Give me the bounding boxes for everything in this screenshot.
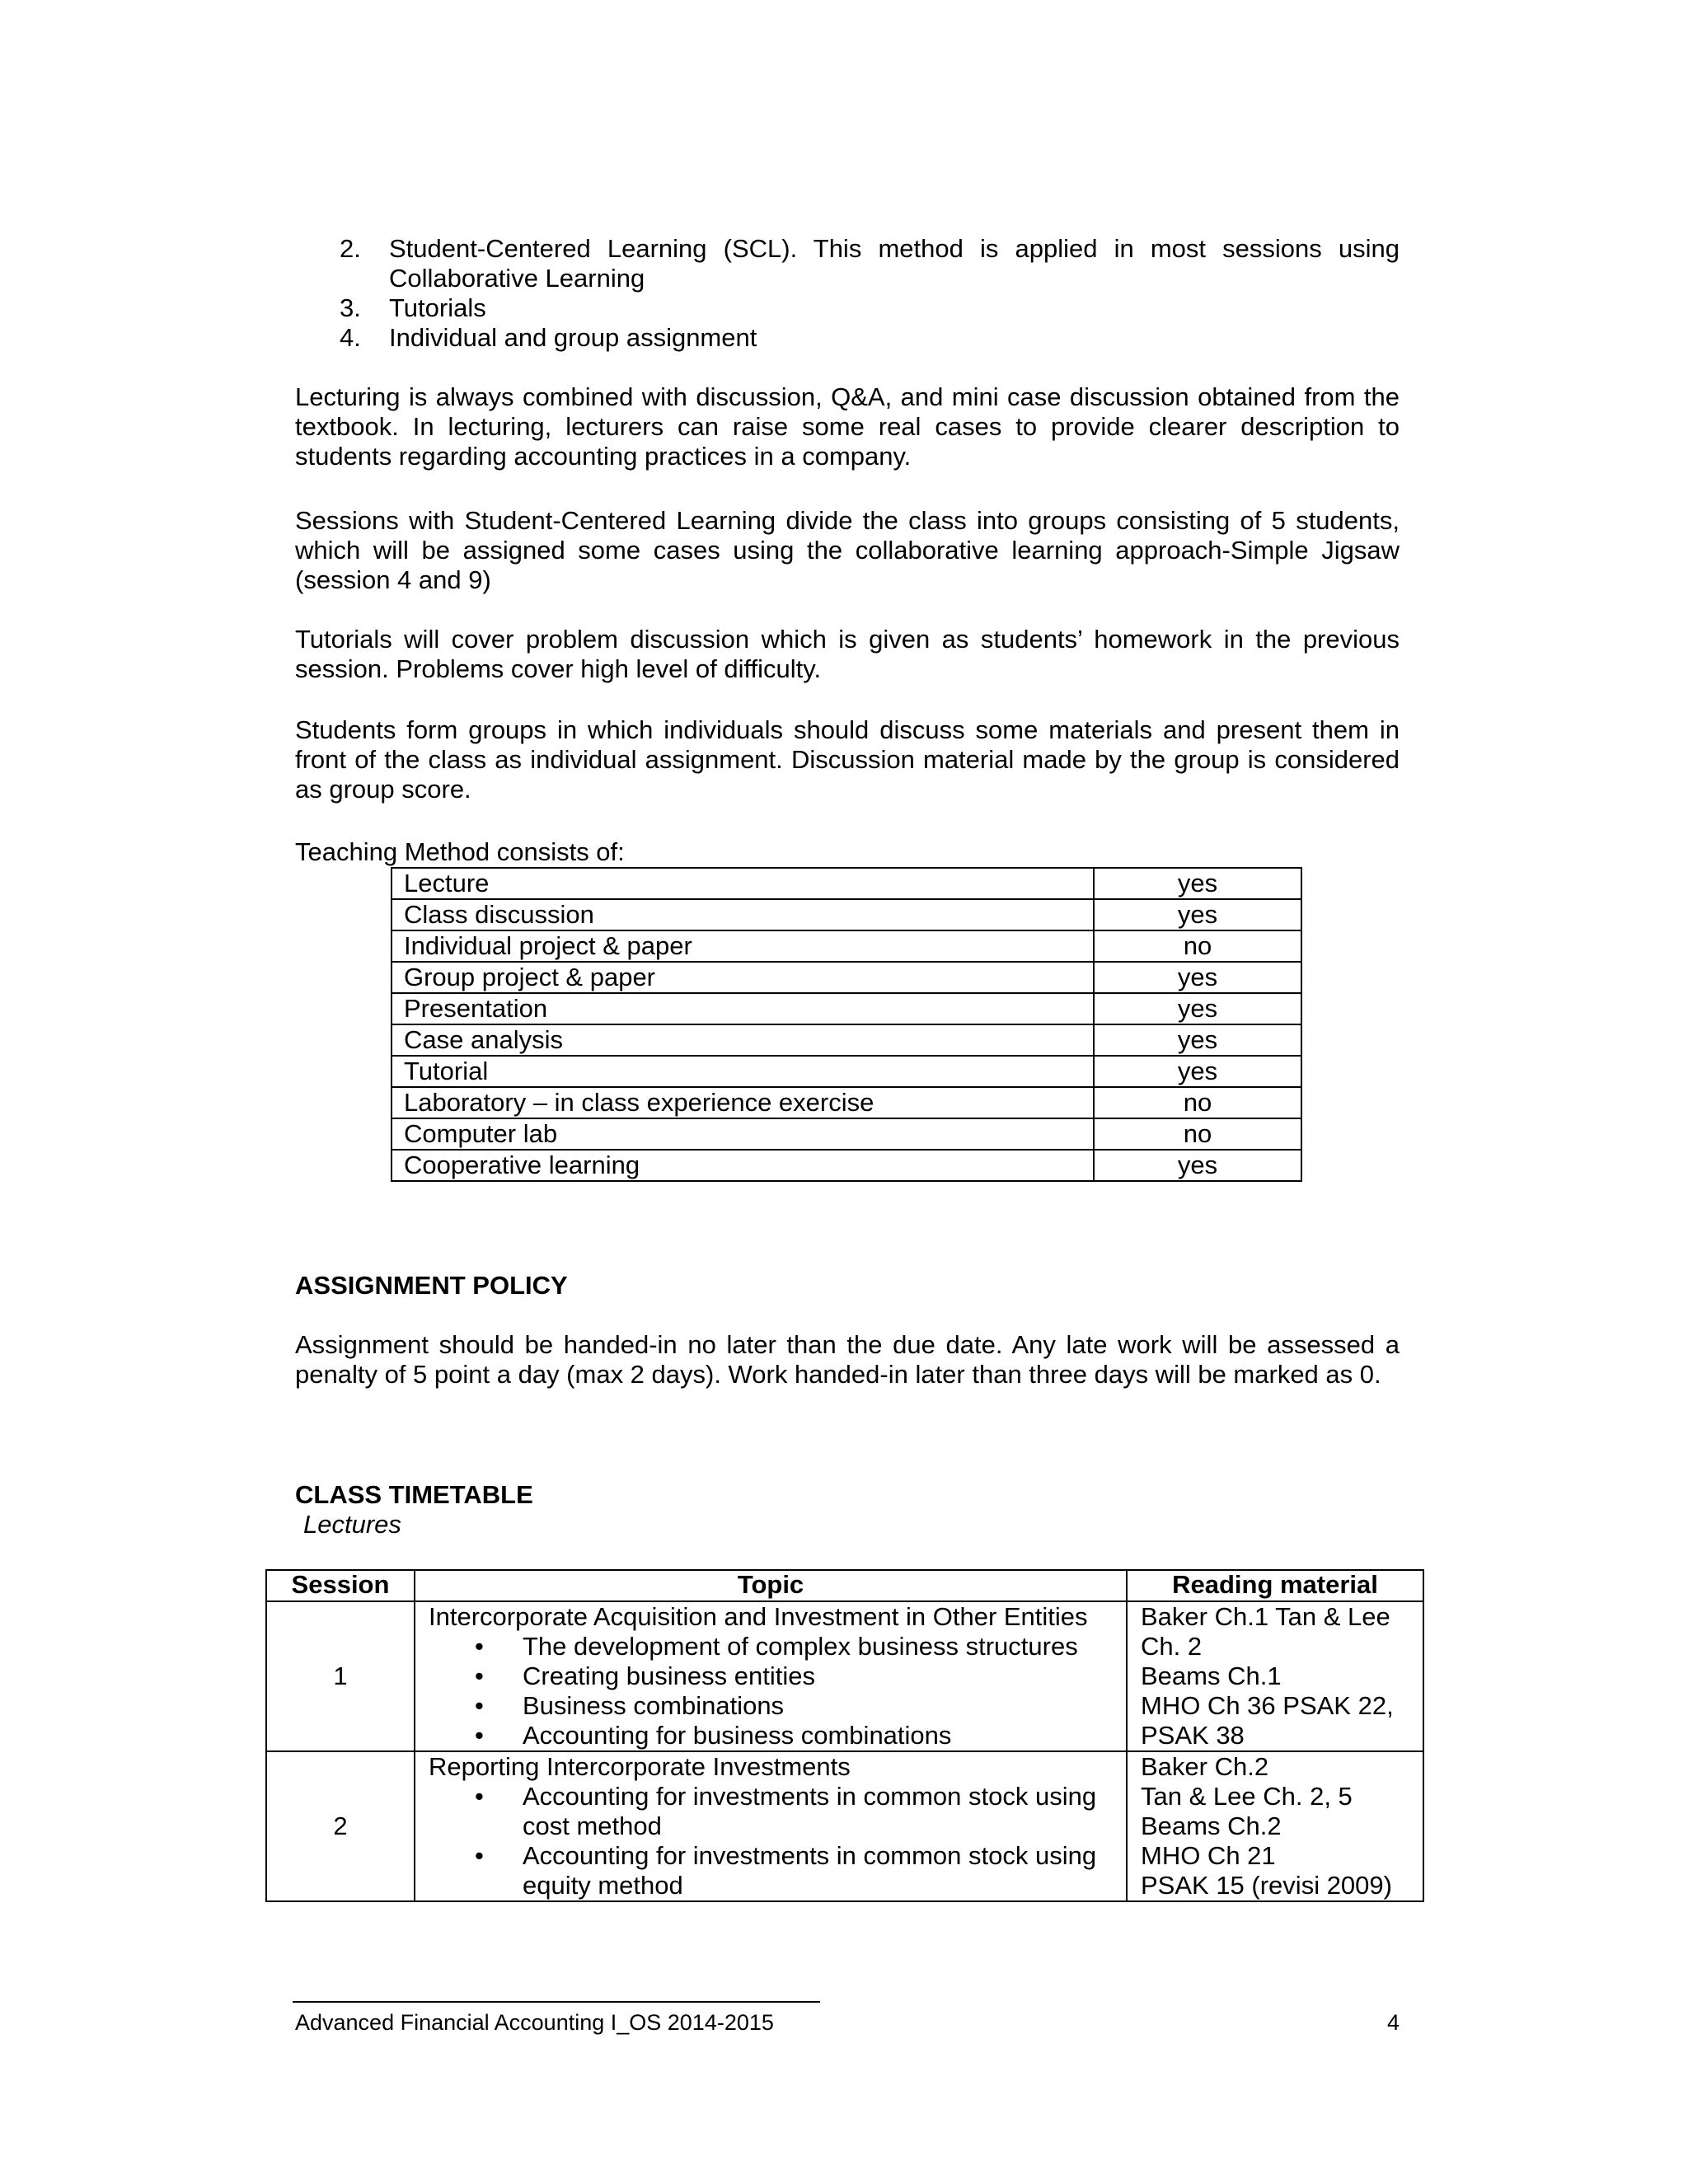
method-name: Cooperative learning bbox=[392, 1150, 1094, 1181]
groups-paragraph: Students form groups in which individuals should discuss some materials and present them in front of the class as individual assignment. Discussion material made by the group is considered as group score. bbox=[295, 715, 1400, 804]
tutorials-paragraph: Tutorials will cover problem discussion which is given as students’ homework in the previous session. Problems cover high level of difficulty. bbox=[295, 625, 1400, 683]
table-row bbox=[392, 1056, 1301, 1087]
table-row bbox=[392, 1118, 1301, 1150]
lecturing-paragraph: Lecturing is always combined with discussion, Q&A, and mini case discussion obtained from the textbook. In lecturing, lecturers can raise some real cases to provide clearer description to students regarding accounting practices in a company. bbox=[295, 382, 1400, 471]
reading-line: Beams Ch.2 bbox=[1141, 1811, 1282, 1840]
reading-cell bbox=[1127, 1601, 1423, 1751]
session-number: 1 bbox=[266, 1601, 415, 1751]
table-row bbox=[392, 899, 1301, 930]
topic-cell bbox=[415, 1601, 1127, 1751]
header-topic: Topic bbox=[415, 1570, 1127, 1601]
method-value: no bbox=[1094, 1087, 1301, 1118]
method-name: Case analysis bbox=[392, 1024, 1094, 1056]
list-text: Individual and group assignment bbox=[389, 323, 757, 352]
bullet-icon: • bbox=[475, 1841, 484, 1870]
bullet-icon: • bbox=[475, 1721, 484, 1750]
method-name: Presentation bbox=[392, 993, 1094, 1024]
list-text: Student-Centered Learning (SCL). This method is applied in most sessions using Collaborative Learning bbox=[389, 234, 1400, 293]
bullet-text: The development of complex business structures bbox=[523, 1632, 1078, 1661]
reading-cell bbox=[1127, 1751, 1423, 1901]
table-row bbox=[392, 993, 1301, 1024]
method-name: Lecture bbox=[392, 868, 1094, 899]
method-value: yes bbox=[1094, 1150, 1301, 1181]
method-name: Tutorial bbox=[392, 1056, 1094, 1087]
reading-line: Baker Ch.2 bbox=[1141, 1752, 1269, 1781]
list-item bbox=[429, 1632, 1118, 1661]
reading-line: PSAK 15 (revisi 2009) bbox=[1141, 1871, 1392, 1900]
method-value: yes bbox=[1094, 868, 1301, 899]
list-item bbox=[429, 1841, 1118, 1900]
table-row bbox=[266, 1601, 1423, 1751]
table-header-row bbox=[266, 1570, 1423, 1601]
reading-line: Tan & Lee Ch. 2, 5 bbox=[1141, 1782, 1353, 1811]
table-row bbox=[392, 868, 1301, 899]
table-row bbox=[266, 1751, 1423, 1901]
session-number: 2 bbox=[266, 1751, 415, 1901]
table-row bbox=[392, 1024, 1301, 1056]
topic-cell bbox=[415, 1751, 1127, 1901]
timetable-table bbox=[265, 1569, 1424, 1902]
topic-title: Intercorporate Acquisition and Investment in Other Entities bbox=[429, 1602, 1088, 1631]
method-value: no bbox=[1094, 1118, 1301, 1150]
assignment-policy-heading: ASSIGNMENT POLICY bbox=[295, 1271, 568, 1300]
scl-paragraph: Sessions with Student-Centered Learning divide the class into groups consisting of 5 students, which will be assigned some cases using the collaborative learning approach-Simple Jigsaw (session 4 and 9) bbox=[295, 506, 1400, 594]
bullet-text: Accounting for investments in common stock using equity method bbox=[523, 1841, 1097, 1900]
list-item bbox=[429, 1782, 1118, 1841]
assignment-policy-text: Assignment should be handed-in no later than the due date. Any late work will be assessed a penalty of 5 point a day (max 2 days). Work handed-in later than three days will be marked as 0. bbox=[295, 1330, 1400, 1389]
teaching-methods-list bbox=[340, 234, 1400, 353]
bullet-icon: • bbox=[475, 1691, 484, 1720]
footer-divider bbox=[293, 2001, 820, 2003]
method-value: yes bbox=[1094, 962, 1301, 993]
bullet-text: Accounting for investments in common stock using cost method bbox=[523, 1782, 1097, 1840]
method-name: Group project & paper bbox=[392, 962, 1094, 993]
bullet-text: Creating business entities bbox=[523, 1661, 815, 1690]
bullet-text: Business combinations bbox=[523, 1691, 785, 1720]
list-number: 4. bbox=[340, 323, 361, 352]
method-value: yes bbox=[1094, 899, 1301, 930]
list-item bbox=[340, 234, 1400, 293]
method-value: no bbox=[1094, 930, 1301, 962]
list-item bbox=[429, 1691, 1118, 1721]
list-item bbox=[429, 1661, 1118, 1691]
bullet-text: Accounting for business combinations bbox=[523, 1721, 952, 1750]
topic-title: Reporting Intercorporate Investments bbox=[429, 1752, 851, 1781]
footer-text: Advanced Financial Accounting I_OS 2014-2015 bbox=[295, 2010, 774, 2035]
page-number: 4 bbox=[1386, 2010, 1400, 2035]
header-reading: Reading material bbox=[1127, 1570, 1423, 1601]
bullet-icon: • bbox=[475, 1782, 484, 1811]
list-item bbox=[340, 323, 1400, 353]
reading-line: MHO Ch 21 bbox=[1141, 1841, 1276, 1870]
topic-bullets bbox=[429, 1782, 1118, 1900]
list-number: 2. bbox=[340, 234, 361, 263]
table-row bbox=[392, 930, 1301, 962]
topic-bullets bbox=[429, 1632, 1118, 1750]
table-row bbox=[392, 1150, 1301, 1181]
method-name: Class discussion bbox=[392, 899, 1094, 930]
class-timetable-heading: CLASS TIMETABLE bbox=[295, 1480, 533, 1509]
method-name: Computer lab bbox=[392, 1118, 1094, 1150]
list-item bbox=[429, 1721, 1118, 1750]
method-name: Laboratory – in class experience exercise bbox=[392, 1087, 1094, 1118]
teaching-method-intro: Teaching Method consists of: bbox=[295, 837, 625, 866]
method-value: yes bbox=[1094, 1024, 1301, 1056]
reading-line: Beams Ch.1 bbox=[1141, 1661, 1282, 1690]
header-session: Session bbox=[266, 1570, 415, 1601]
method-value: yes bbox=[1094, 1056, 1301, 1087]
table-row bbox=[392, 962, 1301, 993]
list-item bbox=[340, 293, 1400, 323]
reading-line: MHO Ch 36 PSAK 22, PSAK 38 bbox=[1141, 1691, 1394, 1750]
table-row bbox=[392, 1087, 1301, 1118]
reading-line: Baker Ch.1 Tan & Lee Ch. 2 bbox=[1141, 1602, 1390, 1661]
list-number: 3. bbox=[340, 293, 361, 322]
bullet-icon: • bbox=[475, 1632, 484, 1661]
method-value: yes bbox=[1094, 993, 1301, 1024]
teaching-methods-table bbox=[391, 867, 1302, 1182]
bullet-icon: • bbox=[475, 1661, 484, 1690]
lectures-subheading: Lectures bbox=[303, 1510, 401, 1539]
method-name: Individual project & paper bbox=[392, 930, 1094, 962]
list-text: Tutorials bbox=[389, 293, 486, 322]
